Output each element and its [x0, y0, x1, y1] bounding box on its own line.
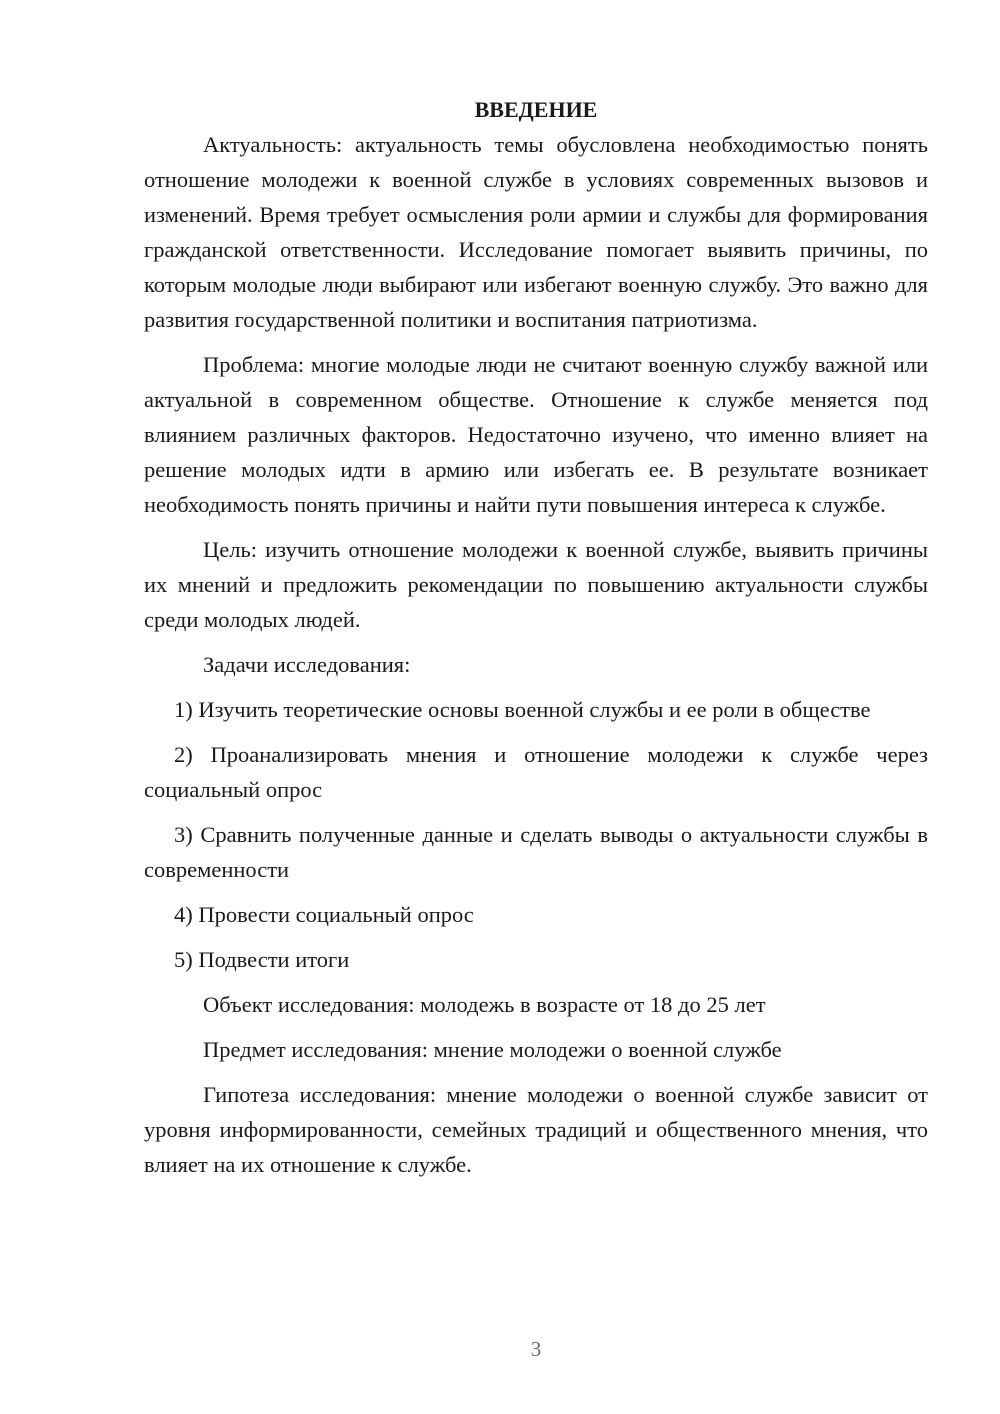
- tasks-heading: Задачи исследования:: [203, 652, 411, 677]
- subject-paragraph: Предмет исследования: мнение молодежи о военной службе: [203, 1037, 782, 1062]
- task-item-2: 2) Проанализировать мнения и отношение молодежи к службе через социальный опрос: [144, 742, 928, 802]
- task-item-1: 1) Изучить теоретические основы военной службы и ее роли в обществе: [174, 697, 871, 722]
- task-item-3: 3) Сравнить полученные данные и сделать выводы о актуальности службы в современности: [144, 822, 928, 882]
- page-number: 3: [530, 1337, 542, 1361]
- task-item-5: 5) Подвести итоги: [174, 947, 350, 972]
- hypothesis-paragraph: Гипотеза исследования: мнение молодежи о военной службе зависит от уровня информированности, семейных традиций и общественного мнения, что влияет на их отношение к службе.: [144, 1082, 928, 1177]
- task-item-4: 4) Провести социальный опрос: [174, 902, 474, 927]
- problem-paragraph: Проблема: многие молодые люди не считают военную службу важной или актуальной в современном обществе. Отношение к службе меняется под влиянием различных факторов. Недостаточно изучено, что именно влияет на решение молодых идти в армию или избегать ее. В результате возникает необходимость понять причины и найти пути повышения интереса к службе.: [144, 352, 928, 517]
- goal-paragraph: Цель: изучить отношение молодежи к военной службе, выявить причины их мнений и предложить рекомендации по повышению актуальности службы среди молодых людей.: [144, 537, 928, 632]
- page-content: [144, 92, 928, 1182]
- relevance-paragraph: Актуальность: актуальность темы обусловлена необходимостью понять отношение молодежи к военной службе в условиях современных вызовов и изменений. Время требует осмысления роли армии и службы для формирования гражданской ответственности. Исследование помогает выявить причины, по которым молодые люди выбирают или избегают военную службу. Это важно для развития государственной политики и воспитания патриотизма.: [144, 132, 928, 332]
- object-paragraph: Объект исследования: молодежь в возрасте от 18 до 25 лет: [203, 992, 766, 1017]
- section-title: ВВЕДЕНИЕ: [474, 97, 598, 122]
